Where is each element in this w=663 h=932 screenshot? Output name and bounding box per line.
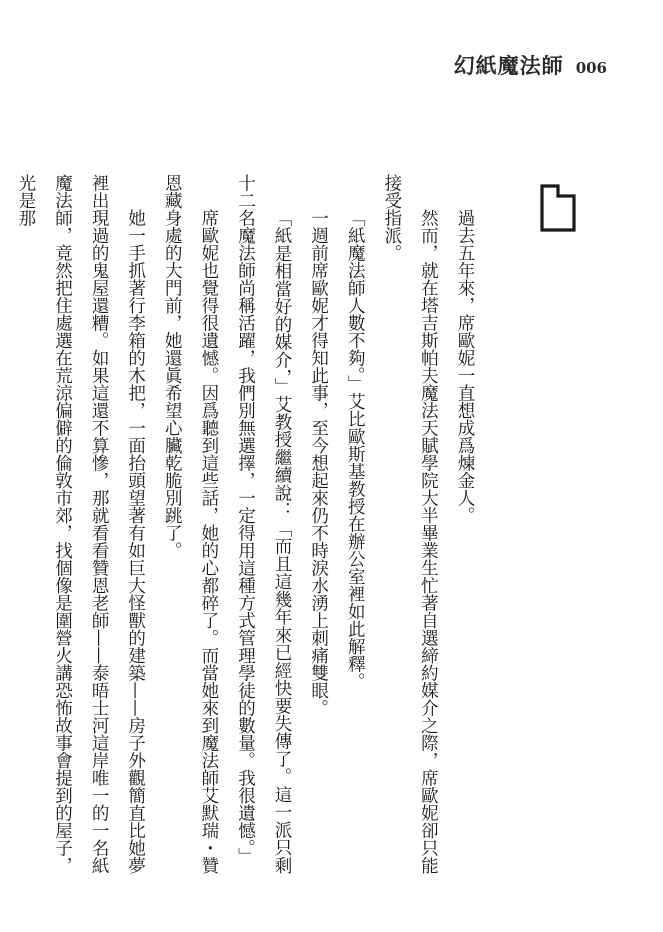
paragraph: 「紙魔法師人數不夠。」艾比歐斯基教授在辦公室裡如此解釋。 [345,209,366,691]
book-title: 幻紙魔法師 [453,53,564,78]
body-text [15,174,483,874]
paragraph: 一週前席歐妮才得知此事，至今想起來仍不時淚水湧上刺痛雙眼。 [308,209,329,717]
chapter-start-bracket-icon [538,182,578,234]
paragraph: 然而，就在塔吉斯帕夫魔法天賦學院大半畢業生忙著自選締約媒介之際，席歐妮卻只能接受指派。 [381,174,439,874]
page-number: 006 [575,59,607,77]
paragraph: 「紙是相當好的媒介，」艾教授繼續說：「而且這幾年來已經快要失傳了。這一派只剩十二名魔法師尚稱活躍，我們別無選擇，一定得用這種方式管理學徒的數量。我很遺憾。」 [235,174,293,874]
paragraph: 席歐妮也覺得很遺憾。因爲聽到這些話，她的心都碎了。而當她來到魔法師艾默瑞・贊恩藏身處的大門前，她還眞希望心臟乾脆別跳了。 [162,174,219,874]
running-header [454,50,607,80]
paragraph: 她一手抓著行李箱的木把，一面抬頭望著有如巨大怪獸的建築——房子外觀簡直比她夢裡出現過的鬼屋還糟。如果這還不算慘，那就看看贊恩老師——泰晤士河這岸唯一的一名紙魔法師，竟然把住處選在荒涼偏僻的倫敦市郊，找個像是圍營火講恐怖故事會提到的屋子，光是那 [15,174,146,874]
paragraph: 過去五年來，席歐妮一直想成爲煉金人。 [455,209,475,524]
